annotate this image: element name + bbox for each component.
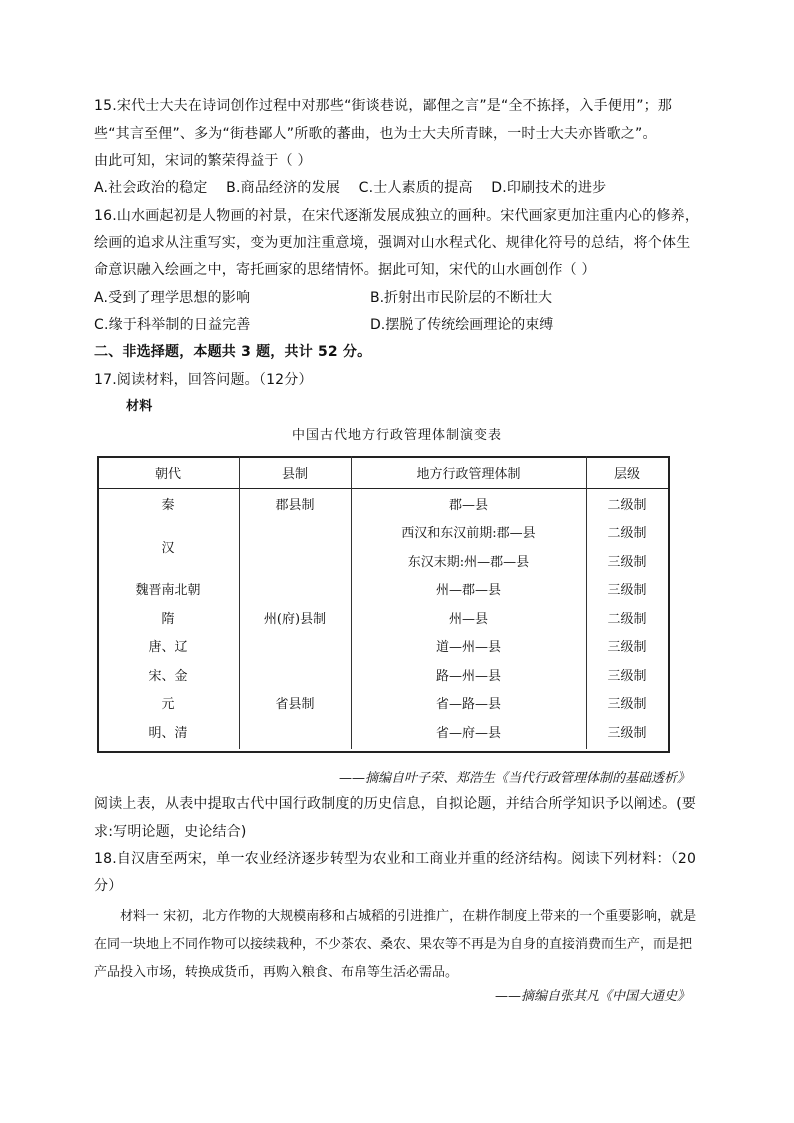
cell-county-system [239,717,351,746]
q17-source: ——摘编自叶子荣、郑浩生《当代行政管理体制的基础透析》 [338,771,690,786]
cell-admin-system: 东汉末期:州—郡—县 [407,554,530,570]
table-divider [239,456,240,749]
cell-level: 二级制 [607,526,647,542]
cell-dynasty: 汉 [161,540,175,556]
cell-admin-system: 省—路—县 [435,697,501,713]
cell-county-system [239,632,351,661]
q18-intro-line-2: 分） [94,878,123,894]
q16-option-c: C.缘于科举制的日益完善 [94,317,251,333]
cell-county-system [239,575,351,604]
table-row [97,632,668,661]
cell-admin-system: 道—州—县 [435,640,501,656]
table-row [97,660,668,689]
cell-admin-system: 省—府—县 [435,725,501,741]
cell-dynasty: 宋、金 [148,668,188,684]
cell-level: 三级制 [607,725,647,741]
cell-level: 三级制 [607,668,647,684]
q17-task-line-2: 求:写明论题，史论结合) [94,824,247,840]
q16-option-d: D.摆脱了传统绘画理论的束缚 [370,317,554,333]
cell-dynasty: 秦 [161,497,175,513]
table-row [97,717,668,746]
cell-dynasty: 魏晋南北朝 [135,583,201,599]
cell-admin-system: 州—县 [448,611,488,627]
header-level: 层级 [586,456,668,489]
table-row [97,518,668,547]
admin-system-table [97,456,668,746]
table-divider [586,456,587,749]
q16-stem-line-2: 绘画的追求从注重写实，变为更加注重意境，强调对山水程式化、规律化符号的总结，将个体生 [94,235,691,251]
q18-source: ——摘编自张其凡《中国大通史》 [494,989,690,1004]
cell-level: 三级制 [607,554,647,570]
cell-level: 二级制 [607,611,647,627]
q18-material-1: 材料一 宋初，北方作物的大规模南移和占城稻的引进推广，在耕作制度上带来的一个重要影响，就是在同一块地上不同作物可以接续栽种，不少茶农、桑农、果农等不再是为自身的直接消费而生产，而是把产品投入市场，转换成货币，再购入粮食、布帛等生活必需品。 [94,909,697,980]
cell-admin-system: 州—郡—县 [435,583,501,599]
q18-intro-line-1: 18.自汉唐至两宋，单一农业经济逐步转型为农业和工商业并重的经济结构。阅读下列材料：（20 [94,851,697,867]
q16-option-a: A.受到了理学思想的影响 [94,290,251,306]
q15-stem-line-2: 些“其言至俚”、多为“街巷鄙人”所歌的蕃曲，也为士大夫所青睐，一时士大夫亦皆歌之”。 [94,126,657,142]
section-heading: 二、非选择题，本题共 3 题，共计 52 分。 [94,344,372,360]
table-header-row [97,456,668,489]
q17-material-label: 材料 [126,399,153,414]
cell-county-system: 郡县制 [275,497,315,513]
cell-dynasty: 唐、辽 [148,640,188,656]
cell-county-system [239,660,351,689]
cell-dynasty: 隋 [161,611,175,627]
cell-dynasty: 元 [161,697,175,713]
cell-county-system [239,518,351,547]
q17-intro: 17.阅读材料，回答问题。（12分） [94,372,313,388]
table-title: 中国古代地方行政管理体制演变表 [291,428,502,443]
cell-admin-system: 路—州—县 [435,668,501,684]
table-row [97,603,668,632]
q16-option-b: B.折射出市民阶层的不断壮大 [370,290,553,306]
table-row [97,575,668,604]
cell-dynasty: 明、清 [148,725,188,741]
cell-county-system: 州(府)县制 [263,611,327,627]
q15-stem-line-3: 由此可知，宋词的繁荣得益于（ ） [94,153,312,169]
cell-county-system [239,546,351,575]
cell-level: 三级制 [607,640,647,656]
table-row [97,489,668,518]
header-admin-system: 地方行政管理体制 [351,456,586,489]
header-dynasty: 朝代 [97,456,239,489]
table-row [97,689,668,718]
cell-level: 三级制 [607,697,647,713]
cell-county-system: 省县制 [275,697,315,713]
header-county-system: 县制 [239,456,351,489]
table-divider [351,456,352,749]
q17-task-line-1: 阅读上表，从表中提取古代中国行政制度的历史信息，自拟论题，并结合所学知识予以阐述。(要 [94,796,697,812]
cell-level: 三级制 [607,583,647,599]
cell-admin-system: 郡—县 [448,497,488,513]
q16-stem-line-1: 16.山水画起初是人物画的衬景，在宋代逐渐发展成独立的画种。宋代画家更加注重内心的修养， [94,208,700,224]
cell-level: 二级制 [607,497,647,513]
cell-admin-system: 西汉和东汉前期:郡—县 [401,526,536,542]
q16-stem-line-3: 命意识融入绘画之中，寄托画家的思绪情怀。据此可知，宋代的山水画创作（ ） [94,262,596,278]
q15-stem-line-1: 15.宋代士大夫在诗词创作过程中对那些“街谈巷说，鄙俚之言”是“全不拣择，入手便用”；那 [94,98,673,114]
q15-options: A.社会政治的稳定 B.商品经济的发展 C.士人素质的提高 D.印刷技术的进步 [94,180,607,196]
